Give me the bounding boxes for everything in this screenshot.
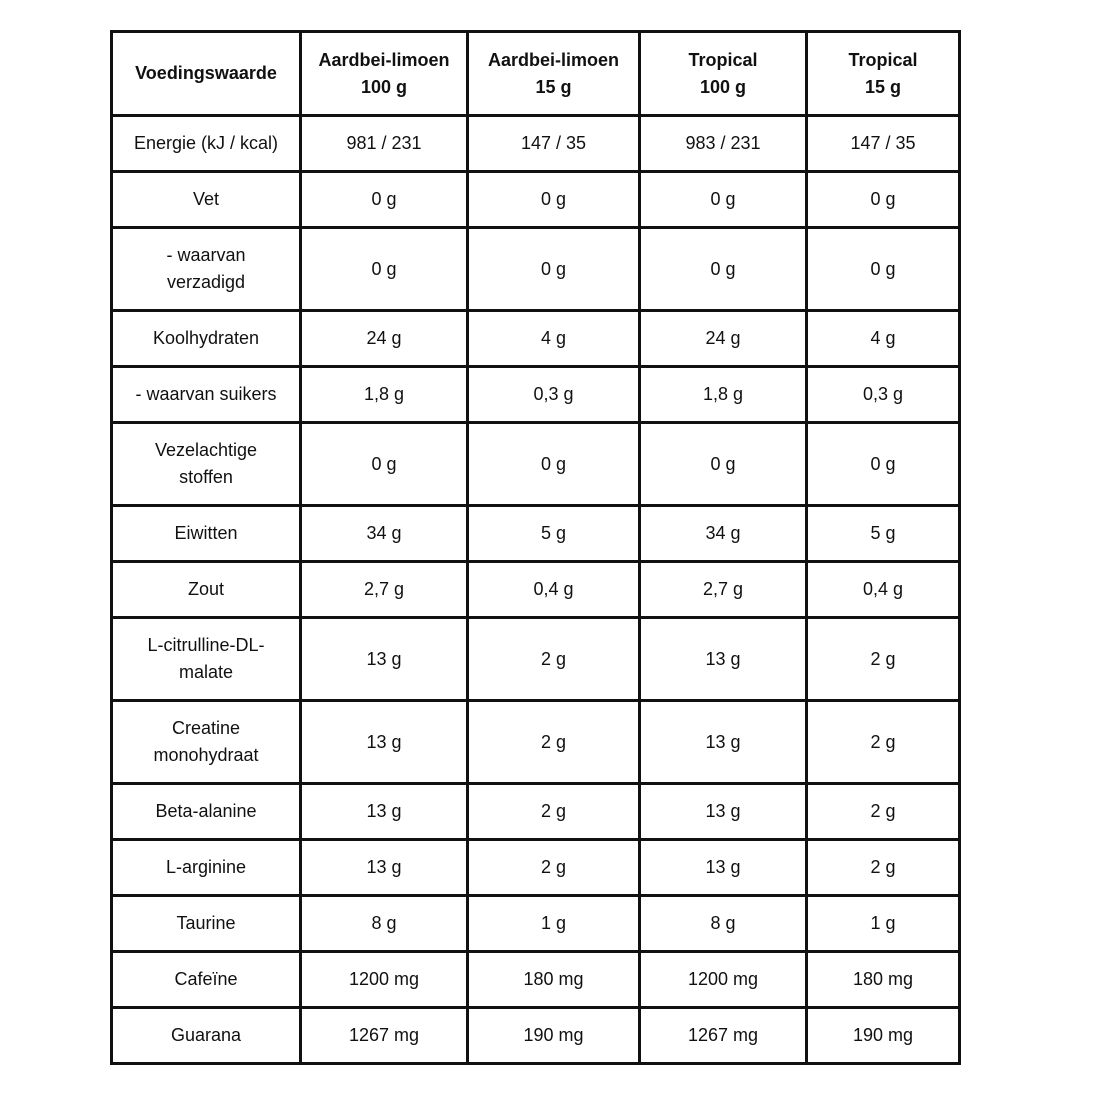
header-tropical-100g: Tropical 100 g: [640, 32, 807, 116]
table-cell: 8 g: [640, 896, 807, 952]
table-row: [112, 952, 960, 1008]
table-cell: 0,3 g: [468, 367, 640, 423]
nutrient-name: Creatine monohydraat: [112, 701, 301, 784]
table-cell: 190 mg: [468, 1008, 640, 1064]
nutrient-name: Vezelachtige stoffen: [112, 423, 301, 506]
table-cell: 0 g: [468, 172, 640, 228]
table-cell: 180 mg: [468, 952, 640, 1008]
header-nutrient: Voedingswaarde: [112, 32, 301, 116]
table-cell: 0 g: [640, 228, 807, 311]
table-cell: 0,4 g: [468, 562, 640, 618]
table-cell: 2 g: [807, 840, 960, 896]
table-cell: 1200 mg: [640, 952, 807, 1008]
table-cell: 34 g: [640, 506, 807, 562]
nutrient-name: Zout: [112, 562, 301, 618]
table-cell: 190 mg: [807, 1008, 960, 1064]
table-cell: 2 g: [468, 840, 640, 896]
nutrient-name: Cafeïne: [112, 952, 301, 1008]
table-cell: 5 g: [807, 506, 960, 562]
table-row: [112, 840, 960, 896]
nutrient-name: - waarvan suikers: [112, 367, 301, 423]
table-cell: 24 g: [301, 311, 468, 367]
table-cell: 13 g: [301, 840, 468, 896]
nutrient-name: Koolhydraten: [112, 311, 301, 367]
header-aardbei-limoen-100g: Aardbei-limoen 100 g: [301, 32, 468, 116]
table-cell: 180 mg: [807, 952, 960, 1008]
table-cell: 24 g: [640, 311, 807, 367]
table-cell: 0 g: [301, 228, 468, 311]
table-cell: 1200 mg: [301, 952, 468, 1008]
nutrient-name: L-arginine: [112, 840, 301, 896]
table-cell: 2 g: [468, 618, 640, 701]
table-row: [112, 116, 960, 172]
table-cell: 13 g: [301, 701, 468, 784]
table-cell: 0 g: [301, 423, 468, 506]
table-cell: 0 g: [468, 228, 640, 311]
table-row: [112, 367, 960, 423]
nutrient-name: Beta-alanine: [112, 784, 301, 840]
table-cell: 147 / 35: [807, 116, 960, 172]
table-cell: 0 g: [468, 423, 640, 506]
table-cell: 13 g: [640, 784, 807, 840]
table-cell: 13 g: [640, 701, 807, 784]
table-cell: 0,4 g: [807, 562, 960, 618]
nutrient-name: Taurine: [112, 896, 301, 952]
header-tropical-15g: Tropical 15 g: [807, 32, 960, 116]
table-row: [112, 618, 960, 701]
table-cell: 2,7 g: [640, 562, 807, 618]
table-row: [112, 562, 960, 618]
table-cell: 981 / 231: [301, 116, 468, 172]
table-cell: 983 / 231: [640, 116, 807, 172]
nutrient-name: Vet: [112, 172, 301, 228]
table-cell: 1267 mg: [640, 1008, 807, 1064]
table-cell: 0 g: [301, 172, 468, 228]
nutrient-name: - waarvan verzadigd: [112, 228, 301, 311]
table-cell: 1267 mg: [301, 1008, 468, 1064]
table-cell: 2 g: [468, 701, 640, 784]
table-row: [112, 896, 960, 952]
table-row: [112, 423, 960, 506]
table-header-row: [112, 32, 960, 116]
table-cell: 0,3 g: [807, 367, 960, 423]
table-cell: 13 g: [640, 618, 807, 701]
table-cell: 8 g: [301, 896, 468, 952]
nutrient-name: Energie (kJ / kcal): [112, 116, 301, 172]
table-cell: 1,8 g: [301, 367, 468, 423]
table-row: [112, 701, 960, 784]
nutrient-name: Eiwitten: [112, 506, 301, 562]
table-row: [112, 228, 960, 311]
table-cell: 13 g: [640, 840, 807, 896]
table-cell: 2,7 g: [301, 562, 468, 618]
table-row: [112, 311, 960, 367]
table-cell: 0 g: [807, 423, 960, 506]
table-cell: 13 g: [301, 618, 468, 701]
table-cell: 2 g: [807, 701, 960, 784]
nutrient-name: Guarana: [112, 1008, 301, 1064]
table-cell: 34 g: [301, 506, 468, 562]
nutrient-name: L-citrulline-DL- malate: [112, 618, 301, 701]
table-row: [112, 172, 960, 228]
table-cell: 5 g: [468, 506, 640, 562]
header-aardbei-limoen-15g: Aardbei-limoen 15 g: [468, 32, 640, 116]
table-cell: 1 g: [468, 896, 640, 952]
table-cell: 2 g: [807, 618, 960, 701]
table-cell: 0 g: [640, 423, 807, 506]
table-row: [112, 506, 960, 562]
table-cell: 4 g: [468, 311, 640, 367]
table-cell: 147 / 35: [468, 116, 640, 172]
table-cell: 2 g: [807, 784, 960, 840]
table-row: [112, 784, 960, 840]
table-cell: 13 g: [301, 784, 468, 840]
table-row: [112, 1008, 960, 1064]
table-cell: 2 g: [468, 784, 640, 840]
nutrition-table: [110, 30, 961, 1065]
table-cell: 1,8 g: [640, 367, 807, 423]
table-cell: 0 g: [807, 228, 960, 311]
table-cell: 0 g: [640, 172, 807, 228]
table-cell: 1 g: [807, 896, 960, 952]
table-cell: 4 g: [807, 311, 960, 367]
table-cell: 0 g: [807, 172, 960, 228]
